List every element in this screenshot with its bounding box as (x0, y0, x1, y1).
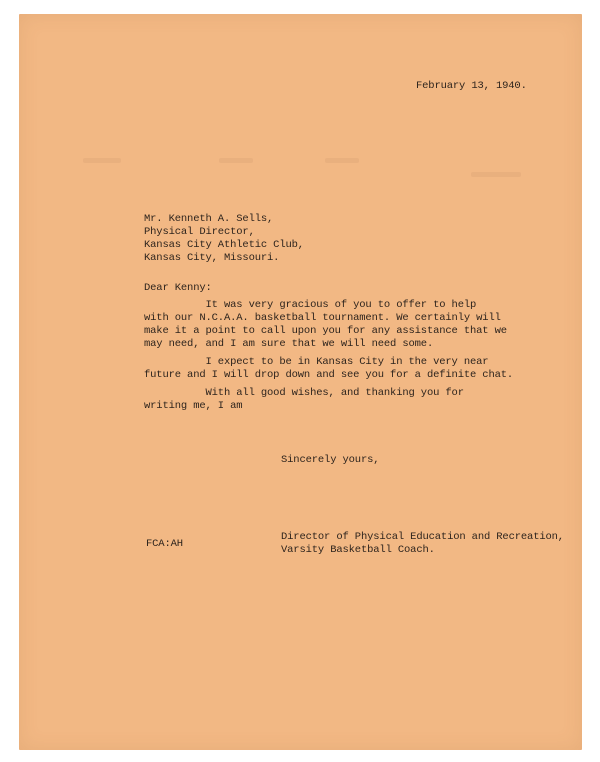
letter-date: February 13, 1940. (416, 80, 527, 92)
body-line: writing me, I am (144, 400, 243, 412)
body-line: may need, and I am sure that we will need some. (144, 338, 434, 350)
body-line: With all good wishes, and thanking you for (144, 387, 464, 399)
closing: Sincerely yours, (281, 454, 380, 466)
recipient-organization: Kansas City Athletic Club, (144, 239, 304, 251)
signature-title-line1: Director of Physical Education and Recreation, (281, 531, 564, 543)
body-line: make it a point to call upon you for any assistance that we (144, 325, 507, 337)
faint-bleedthrough-mark (471, 172, 521, 177)
recipient-title: Physical Director, (144, 226, 255, 238)
salutation: Dear Kenny: (144, 282, 212, 294)
recipient-name: Mr. Kenneth A. Sells, (144, 213, 274, 225)
faint-bleedthrough-mark (219, 158, 253, 163)
typist-initials: FCA:AH (146, 538, 183, 550)
body-line: It was very gracious of you to offer to help (144, 299, 477, 311)
letter-page (19, 14, 582, 750)
faint-bleedthrough-mark (83, 158, 121, 163)
signature-title-line2: Varsity Basketball Coach. (281, 544, 435, 556)
body-line: I expect to be in Kansas City in the very near (144, 356, 489, 368)
recipient-city: Kansas City, Missouri. (144, 252, 280, 264)
body-line: with our N.C.A.A. basketball tournament. We certainly will (144, 312, 501, 324)
faint-bleedthrough-mark (325, 158, 359, 163)
body-line: future and I will drop down and see you for a definite chat. (144, 369, 514, 381)
